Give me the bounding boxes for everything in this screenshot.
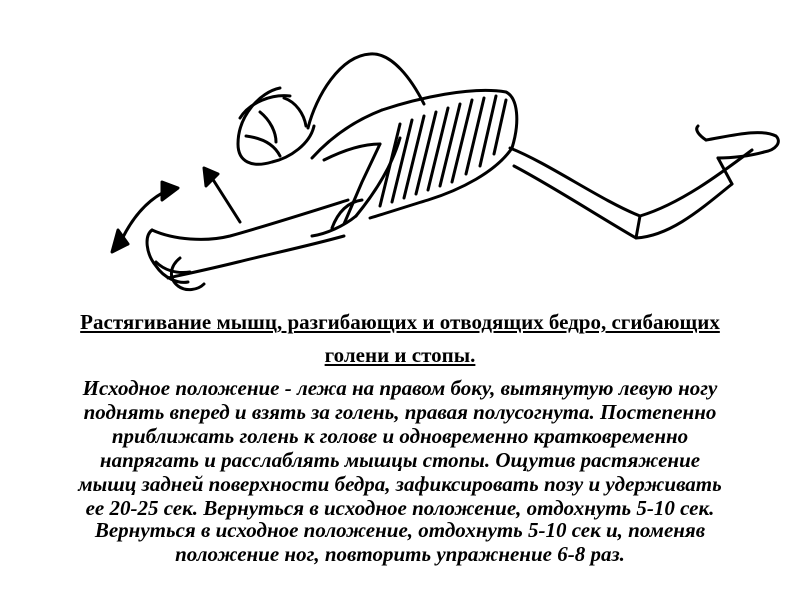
raised-leg-illustration bbox=[147, 200, 348, 290]
exercise-repetition-note bbox=[8, 518, 792, 566]
instruction-line: ее 20-25 сек. Вернуться в исходное положение, отдохнуть 5-10 сек. bbox=[85, 496, 715, 520]
instruction-line: напрягать и расслаблять мышцы стопы. Ощутив растяжение bbox=[99, 448, 701, 472]
motion-arrow-icon bbox=[112, 182, 178, 252]
exercise-title bbox=[8, 306, 792, 372]
motion-arrow-icon bbox=[204, 168, 240, 222]
repetition-line: положение ног, повторить упражнение 6-8 раз. bbox=[175, 542, 625, 566]
instruction-line: поднять вперед и взять за голень, правая полусогнута. Постепенно bbox=[83, 400, 717, 424]
instruction-line: приближать голень к голове и одновременно кратковременно bbox=[111, 424, 689, 448]
instruction-line: Исходное положение - лежа на правом боку, вытянутую левую ногу bbox=[82, 376, 718, 400]
exercise-title-line: голени и стопы. bbox=[324, 343, 476, 367]
exercise-title-line: Растягивание мышц, разгибающих и отводящих бедро, сгибающих bbox=[80, 310, 720, 334]
head-illustration bbox=[238, 88, 314, 164]
instruction-line: мышц задней поверхности бедра, зафиксировать позу и удерживать bbox=[78, 472, 722, 496]
shorts-illustration bbox=[370, 90, 517, 218]
stretch-exercise-illustration bbox=[100, 40, 790, 300]
exercise-instructions bbox=[8, 376, 792, 520]
repetition-line: Вернуться в исходное положение, отдохнуть 5-10 сек и, поменяв bbox=[94, 518, 706, 542]
bent-leg-illustration bbox=[510, 126, 778, 238]
